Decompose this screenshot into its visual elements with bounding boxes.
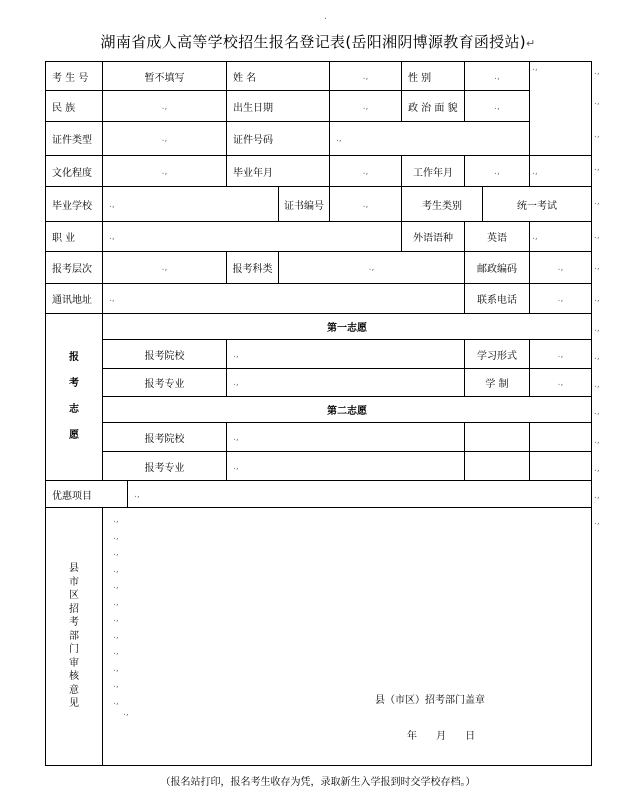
blank-cell [530,423,592,452]
paragraph-mark: . [324,12,327,22]
occupation-value[interactable]: ., [103,222,402,252]
margin-mark: ., [594,163,600,173]
duration-value[interactable]: ., [530,369,592,397]
photo-box: ., [530,62,592,156]
school-value[interactable]: ., [103,187,279,222]
bonus-label: 优惠项目 [46,481,128,508]
margin-mark: ., [594,436,600,446]
margin-mark: ., [594,407,600,417]
education-value[interactable]: ., [103,156,227,187]
occupation-label: 职 业 [46,222,103,252]
margin-mark: ., [594,380,600,390]
subject-label: 报考科类 [227,252,279,284]
study-form-label: 学习形式 [465,340,530,369]
footer-note: （报名站打印，报名考生收存为凭，录取新生入学报到时交学校存档。） [160,777,476,788]
margin-mark: ., [594,517,600,527]
margin-mark: ., [594,231,600,241]
language-value[interactable]: 英语 [465,222,530,252]
ethnicity-label: 民 族 [46,91,103,122]
name-value[interactable]: ., [330,62,402,91]
cert-no-value[interactable]: ., [330,187,402,222]
first-school-label: 报考院校 [103,340,227,369]
politics-label: 政 治 面 貌 [402,91,465,122]
blank-cell: ., [530,222,592,252]
margin-mark: ., [594,262,600,272]
margin-mark: ., [594,97,600,107]
margin-mark: ., [594,294,600,304]
review-stamp-text: 县（市区）招考部门盖章 [375,695,485,706]
cert-no-label: 证书编号 [279,187,330,222]
id-no-label: 证件号码 [227,122,330,156]
study-form-value[interactable]: ., [530,340,592,369]
second-major-label: 报考专业 [103,452,227,481]
blank-cell: ., [530,156,592,187]
blank-cell [530,452,592,481]
birthdate-label: 出生日期 [227,91,330,122]
margin-mark: ., [594,491,600,501]
phone-label: 联系电话 [465,284,530,314]
second-school-value[interactable]: ., [227,423,465,452]
language-label: 外语语种 [402,222,465,252]
review-opinion-area[interactable] [103,508,592,766]
postcode-value[interactable]: ., [530,252,592,284]
work-year-value[interactable]: ., [465,156,530,187]
category-label: 考生类别 [402,187,483,222]
education-label: 文化程度 [46,156,103,187]
subject-value[interactable]: ., [279,252,465,284]
review-date-text: 年 月 日 [407,731,476,742]
form-title [0,31,636,52]
first-major-label: 报考专业 [103,369,227,397]
grad-year-value[interactable]: ., [330,156,402,187]
id-no-value[interactable]: ., [330,122,530,156]
address-value[interactable]: ., [103,284,465,314]
margin-mark: ., [594,67,600,77]
margin-mark: ., [594,197,600,207]
id-type-value[interactable]: ., [103,122,227,156]
first-major-value[interactable]: ., [227,369,465,397]
margin-mark: ., [594,324,600,334]
postcode-label: 邮政编码 [465,252,530,284]
first-school-value[interactable]: ., [227,340,465,369]
gender-value[interactable]: ., [465,62,530,91]
school-label: 毕业学校 [46,187,103,222]
margin-mark: ., [594,352,600,362]
second-choice-heading: 第二志愿 [103,397,592,423]
return-mark-icon: ↵ [525,37,536,50]
first-choice-heading: 第一志愿 [103,314,592,340]
second-school-label: 报考院校 [103,423,227,452]
choices-section-label: 报考志愿 [46,314,103,481]
opinion-paragraph-marks: ., ., ., ., ., ., ., ., ., ., ., ., [113,515,119,707]
blank-cell [465,423,530,452]
phone-value[interactable]: ., [530,284,592,314]
level-label: 报考层次 [46,252,103,284]
opinion-paragraph-mark: ., [123,708,129,718]
name-label: 姓 名 [227,62,330,91]
registration-form [45,61,592,766]
margin-mark: ., [594,130,600,140]
grad-year-label: 毕业年月 [227,156,330,187]
address-label: 通讯地址 [46,284,103,314]
category-value[interactable]: 统一考试 [483,187,592,222]
birthdate-value[interactable]: ., [330,91,402,122]
form-title-text: 湖南省成人高等学校招生报名登记表(岳阳湘阴博源教育函授站) [100,33,526,51]
exam-no-value[interactable]: 暂不填写 [103,62,227,91]
id-type-label: 证件类型 [46,122,103,156]
second-major-value[interactable]: ., [227,452,465,481]
blank-cell [465,452,530,481]
ethnicity-value[interactable]: ., [103,91,227,122]
bonus-value[interactable]: ., [128,481,592,508]
level-value[interactable]: ., [103,252,227,284]
exam-no-label: 考 生 号 [46,62,103,91]
margin-mark: ., [594,464,600,474]
duration-label: 学 制 [465,369,530,397]
review-label: 县市区招考部门审核意见 [46,508,103,766]
politics-value[interactable]: ., [465,91,530,122]
gender-label: 性 别 [402,62,465,91]
work-year-label: 工作年月 [402,156,465,187]
